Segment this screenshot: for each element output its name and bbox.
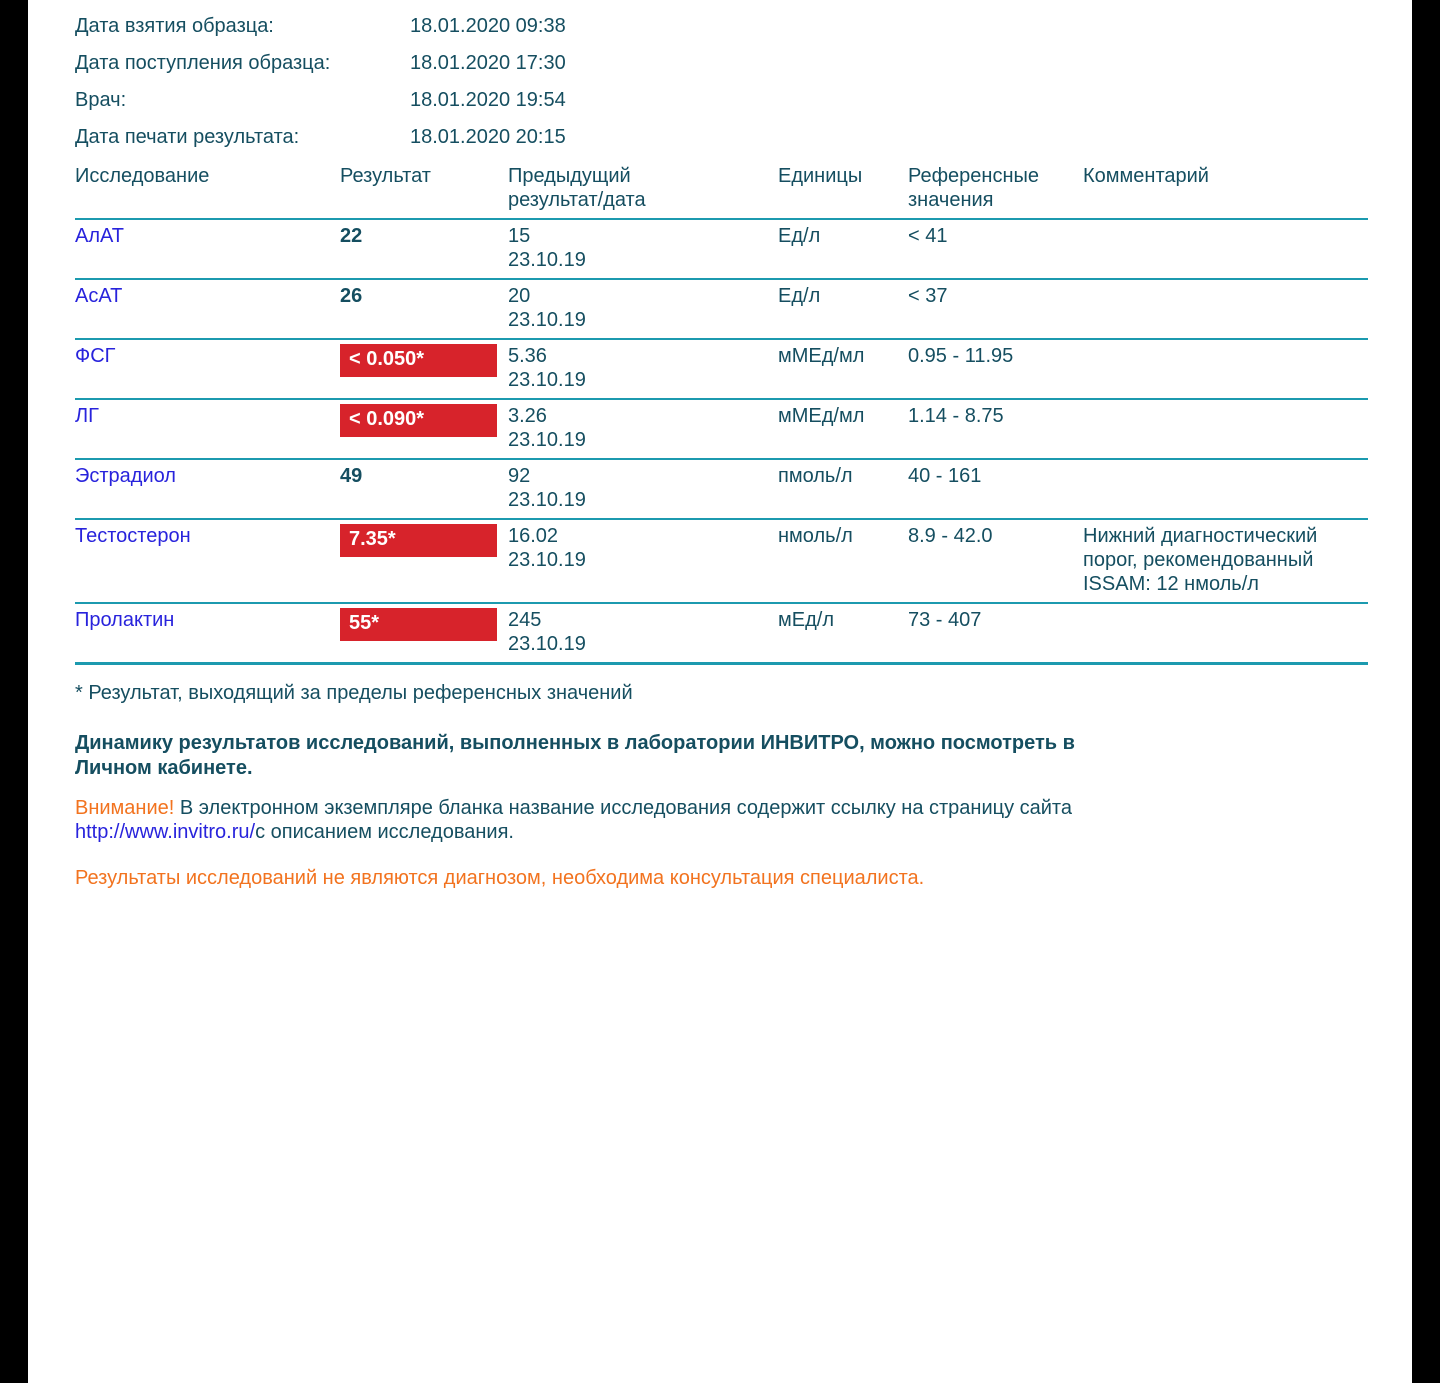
result-cell <box>340 524 508 596</box>
column-header-units: Единицы <box>778 165 863 187</box>
units-cell: Ед/л <box>778 285 821 307</box>
comment-cell <box>1083 344 1368 392</box>
test-name-link[interactable]: ФСГ <box>75 345 116 367</box>
reference-range-cell: < 41 <box>908 225 948 247</box>
meta-label: Врач: <box>75 89 127 111</box>
units-cell: пмоль/л <box>778 465 853 487</box>
dynamics-line2: Личном кабинете. <box>75 757 253 779</box>
column-header-test: Исследование <box>75 165 210 187</box>
result-value-flagged: < 0.050* <box>340 344 497 377</box>
column-header-reference: Референсные значения <box>908 165 1039 211</box>
result-cell <box>340 464 508 512</box>
result-cell <box>340 404 508 452</box>
previous-result-date: 23.10.19 <box>508 309 586 331</box>
result-value-flagged: 7.35* <box>340 524 497 557</box>
column-header-comment: Комментарий <box>1083 165 1209 187</box>
dynamics-note <box>75 731 1396 781</box>
table-row <box>75 400 1368 460</box>
table-row <box>75 460 1368 520</box>
meta-label: Дата взятия образца: <box>75 15 274 37</box>
meta-row <box>75 82 1396 119</box>
comment-cell <box>1083 404 1368 452</box>
units-cell: мМЕд/мл <box>778 405 865 427</box>
previous-result-date: 23.10.19 <box>508 429 586 451</box>
previous-result-cell <box>508 524 778 596</box>
column-header-result: Результат <box>340 165 431 187</box>
meta-label: Дата печати результата: <box>75 126 300 148</box>
reference-range-cell: 1.14 - 8.75 <box>908 405 1004 427</box>
meta-row <box>75 8 1396 45</box>
previous-result-date: 23.10.19 <box>508 633 586 655</box>
reference-range-cell: 0.95 - 11.95 <box>908 345 1014 367</box>
previous-result-date: 23.10.19 <box>508 489 586 511</box>
attention-prefix: Внимание! <box>75 797 175 819</box>
previous-result: 92 <box>508 465 531 487</box>
reference-range-cell: 73 - 407 <box>908 609 982 631</box>
comment-cell: Нижний диагностический порог, рекомендованный ISSAM: 12 нмоль/л <box>1083 525 1318 595</box>
previous-result-cell <box>508 608 778 656</box>
attention-text: В электронном экземпляре бланка название исследования содержит ссылку на страницу сайта <box>174 797 1072 819</box>
previous-result-cell <box>508 344 778 392</box>
result-value-flagged: 55* <box>340 608 497 641</box>
footnote-asterisk: * Результат, выходящий за пределы референсных значений <box>75 682 633 704</box>
previous-result-cell <box>508 284 778 332</box>
previous-result: 3.26 <box>508 405 547 427</box>
left-page-edge-bar <box>0 0 28 1383</box>
result-cell <box>340 224 508 272</box>
right-page-edge-bar <box>1412 0 1440 1383</box>
previous-result: 245 <box>508 609 542 631</box>
reference-range-cell: < 37 <box>908 285 948 307</box>
result-cell <box>340 344 508 392</box>
table-row <box>75 220 1368 280</box>
table-row <box>75 340 1368 400</box>
previous-result-date: 23.10.19 <box>508 249 586 271</box>
previous-result: 5.36 <box>508 345 547 367</box>
previous-result: 15 <box>508 225 531 247</box>
test-name-link[interactable]: Тестостерон <box>75 525 191 547</box>
units-cell: нмоль/л <box>778 525 853 547</box>
reference-range-cell: 8.9 - 42.0 <box>908 525 993 547</box>
dynamics-line1: Динамику результатов исследований, выполненных в лаборатории ИНВИТРО, можно посмотреть в <box>75 732 1075 754</box>
column-header-previous: Предыдущий результат/дата <box>508 165 646 211</box>
previous-result-cell <box>508 224 778 272</box>
test-name-link[interactable]: ЛГ <box>75 405 99 427</box>
disclaimer-note: Результаты исследований не являются диагнозом, необходима консультация специалиста. <box>75 867 925 889</box>
invitro-link[interactable]: http://www.invitro.ru/ <box>75 821 256 843</box>
test-name-link[interactable]: АсАТ <box>75 285 123 307</box>
comment-cell <box>1083 284 1368 332</box>
units-cell: мМЕд/мл <box>778 345 865 367</box>
meta-value: 18.01.2020 20:15 <box>410 126 566 148</box>
reference-range-cell: 40 - 161 <box>908 465 982 487</box>
results-table <box>75 164 1368 665</box>
attention-note <box>75 796 1396 844</box>
meta-row <box>75 45 1396 82</box>
previous-result: 20 <box>508 285 531 307</box>
units-cell: мЕд/л <box>778 609 834 631</box>
table-row <box>75 520 1368 604</box>
previous-result-date: 23.10.19 <box>508 549 586 571</box>
meta-value: 18.01.2020 19:54 <box>410 89 566 111</box>
previous-result-cell <box>508 404 778 452</box>
comment-cell <box>1083 464 1368 512</box>
comment-cell <box>1083 224 1368 272</box>
result-value: 22 <box>340 225 363 247</box>
result-cell <box>340 284 508 332</box>
report-meta <box>75 8 1396 156</box>
result-cell <box>340 608 508 656</box>
meta-value: 18.01.2020 17:30 <box>410 52 566 74</box>
units-cell: Ед/л <box>778 225 821 247</box>
test-name-link[interactable]: Эстрадиол <box>75 465 176 487</box>
attention-text-rest: с описанием исследования. <box>255 821 514 843</box>
meta-label: Дата поступления образца: <box>75 52 331 74</box>
table-row <box>75 280 1368 340</box>
lab-report-page <box>28 0 1412 1383</box>
table-row <box>75 604 1368 665</box>
meta-row <box>75 119 1396 156</box>
test-name-link[interactable]: Пролактин <box>75 609 175 631</box>
meta-value: 18.01.2020 09:38 <box>410 15 566 37</box>
comment-cell <box>1083 608 1368 656</box>
result-value: 26 <box>340 285 363 307</box>
table-header-row <box>75 164 1368 220</box>
test-name-link[interactable]: АлАТ <box>75 225 125 247</box>
result-value-flagged: < 0.090* <box>340 404 497 437</box>
previous-result: 16.02 <box>508 525 559 547</box>
previous-result-date: 23.10.19 <box>508 369 586 391</box>
result-value: 49 <box>340 465 363 487</box>
previous-result-cell <box>508 464 778 512</box>
